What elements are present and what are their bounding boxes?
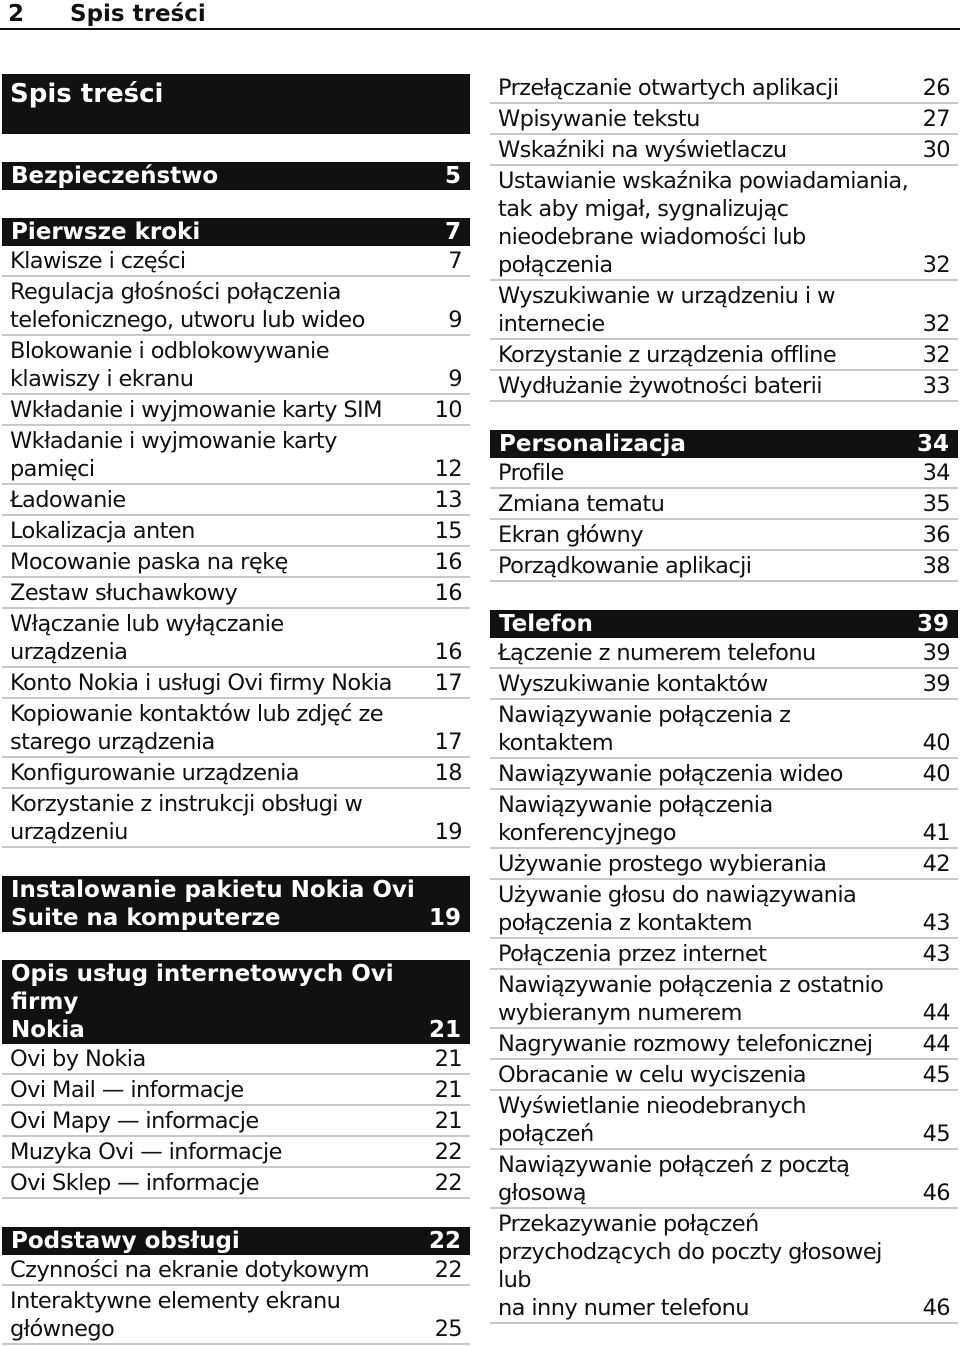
toc-entry-label: Regulacja głośności połączenia telefonicznego, utworu lub wideo [10, 279, 365, 333]
toc-page-number: 18 [434, 760, 462, 786]
toc-section-opis-uslug-internetowych-ovi-firmy-nokia[interactable] [2, 960, 470, 1044]
toc-entry-label: Nawiązywanie połączenia z kontaktem [498, 702, 791, 756]
toc-entry-ustawianie-wskaznika-powiadamiania-tak-a[interactable] [490, 167, 958, 281]
toc-entry-label: Klawisze i części [10, 248, 186, 274]
toc-entry-label: Ovi by Nokia [10, 1046, 146, 1072]
toc-entry-label: Wydłużanie żywotności baterii [498, 373, 822, 399]
toc-page-number: 21 [434, 1046, 462, 1072]
toc-page-number: 46 [922, 1295, 950, 1321]
toc-section-personalizacja[interactable] [490, 430, 958, 458]
toc-page-number: 40 [922, 730, 950, 756]
toc-page-number: 40 [922, 761, 950, 787]
toc-entry-ovi-mapy-informacje[interactable] [2, 1107, 470, 1137]
toc-entry-label: Bezpieczeństwo [11, 163, 219, 189]
toc-page-number: 21 [428, 1017, 461, 1043]
toc-entry-label: Wskaźniki na wyświetlaczu [498, 137, 787, 163]
toc-entry-label: Zestaw słuchawkowy [10, 580, 238, 606]
toc-entry-ekran-glowny[interactable] [490, 521, 958, 551]
toc-entry-wydluzanie-zywotnosci-baterii[interactable] [490, 372, 958, 402]
toc-entry-wpisywanie-tekstu[interactable] [490, 105, 958, 135]
toc-page-number: 39 [916, 611, 949, 637]
toc-page-number: 43 [922, 941, 950, 967]
toc-left-column [2, 74, 470, 1346]
toc-entry-korzystanie-z-instrukcji-obslugi-w-urzad[interactable] [2, 790, 470, 848]
toc-page-number: 7 [444, 219, 461, 245]
toc-page-number: 9 [448, 366, 462, 392]
toc-entry-label: Wyszukiwanie kontaktów [498, 671, 768, 697]
toc-entry-label: Kopiowanie kontaktów lub zdjęć ze starego urządzenia [10, 701, 383, 755]
toc-entry-porzadkowanie-aplikacji[interactable] [490, 552, 958, 582]
toc-entry-wkladanie-i-wyjmowanie-karty-sim[interactable] [2, 396, 470, 426]
toc-entry-przekazywanie-polaczen-przychodzacych-do[interactable] [490, 1210, 958, 1324]
toc-entry-label: Personalizacja [499, 431, 686, 457]
page-header [0, 0, 960, 30]
toc-entry-label: Łączenie z numerem telefonu [498, 640, 816, 666]
toc-entry-ovi-by-nokia[interactable] [2, 1045, 470, 1075]
toc-page-number: 35 [922, 491, 950, 517]
toc-entry-wyszukiwanie-w-urzadzeniu-i-w-internecie[interactable] [490, 282, 958, 340]
toc-entry-label: Ovi Mail — informacje [10, 1077, 244, 1103]
toc-page-number: 5 [444, 163, 461, 189]
toc-entry-label: Obracanie w celu wyciszenia [498, 1062, 806, 1088]
toc-entry-klawisze-i-czesci[interactable] [2, 247, 470, 277]
toc-entry-label: Ovi Mapy — informacje [10, 1108, 259, 1134]
toc-entry-label: Włączanie lub wyłączanie urządzenia [10, 611, 284, 665]
toc-entry-zestaw-sluchawkowy[interactable] [2, 579, 470, 609]
toc-section-bezpieczenstwo[interactable] [2, 162, 470, 190]
toc-page-number: 22 [434, 1139, 462, 1165]
toc-right-column [490, 74, 958, 1325]
toc-page-number: 34 [916, 431, 949, 457]
toc-page-number: 43 [922, 910, 950, 936]
toc-entry-regulacja-glosnosci-polaczenia-telefonic[interactable] [2, 278, 470, 336]
page-number: 2 [8, 1, 25, 27]
toc-entry-wlaczanie-lub-wylaczanie-urzadzenia[interactable] [2, 610, 470, 668]
toc-entry-mocowanie-paska-na-reke[interactable] [2, 548, 470, 578]
toc-entry-label: Konfigurowanie urządzenia [10, 760, 299, 786]
toc-entry-profile[interactable] [490, 459, 958, 489]
toc-entry-ovi-mail-informacje[interactable] [2, 1076, 470, 1106]
toc-entry-label: Wyszukiwanie w urządzeniu i w internecie [498, 283, 835, 337]
toc-page-number: 7 [448, 248, 462, 274]
toc-entry-label: Zmiana tematu [498, 491, 665, 517]
toc-title: Spis treści [2, 74, 470, 134]
toc-entry-ladowanie[interactable] [2, 486, 470, 516]
toc-page-number: 15 [434, 518, 462, 544]
toc-page-number: 39 [922, 640, 950, 666]
toc-entry-muzyka-ovi-informacje[interactable] [2, 1138, 470, 1168]
toc-page-number: 32 [922, 342, 950, 368]
toc-page-number: 45 [922, 1062, 950, 1088]
toc-entry-label: Lokalizacja anten [10, 518, 195, 544]
toc-entry-nawiazywanie-polaczenia-konferencyjnego[interactable] [490, 791, 958, 849]
toc-entry-lokalizacja-anten[interactable] [2, 517, 470, 547]
toc-entry-label: Instalowanie pakietu Nokia Ovi Suite na komputerze [11, 877, 415, 931]
toc-entry-label: Wkładanie i wyjmowanie karty pamięci [10, 428, 337, 482]
toc-entry-laczenie-z-numerem-telefonu[interactable] [490, 639, 958, 669]
toc-entry-label: Przekazywanie połączeń przychodzących do poczty głosowej lub na inny numer telefonu [498, 1211, 882, 1321]
toc-page-number: 46 [922, 1180, 950, 1206]
toc-entry-label: Nawiązywanie połączenia z ostatnio wybieranym numerem [498, 972, 884, 1026]
toc-entry-label: Mocowanie paska na rękę [10, 549, 288, 575]
toc-page-number: 16 [434, 580, 462, 606]
toc-page-number: 33 [922, 373, 950, 399]
toc-page-number: 38 [922, 553, 950, 579]
toc-entry-wkladanie-i-wyjmowanie-karty-pamieci[interactable] [2, 427, 470, 485]
toc-entry-label: Ovi Sklep — informacje [10, 1170, 259, 1196]
toc-page-number: 34 [922, 460, 950, 486]
toc-entry-label: Nawiązywanie połączenia konferencyjnego [498, 792, 773, 846]
toc-entry-wskazniki-na-wyswietlaczu[interactable] [490, 136, 958, 166]
toc-page-number: 12 [434, 456, 462, 482]
toc-entry-label: Czynności na ekranie dotykowym [10, 1257, 370, 1283]
toc-entry-zmiana-tematu[interactable] [490, 490, 958, 520]
toc-entry-czynnosci-na-ekranie-dotykowym[interactable] [2, 1256, 470, 1286]
toc-entry-nawiazywanie-polaczen-z-poczta-glosowa[interactable] [490, 1151, 958, 1209]
toc-page-number: 36 [922, 522, 950, 548]
toc-entry-ovi-sklep-informacje[interactable] [2, 1169, 470, 1199]
toc-section-instalowanie-pakietu-nokia-ovi-suite-na-[interactable] [2, 876, 470, 932]
toc-entry-label: Ustawianie wskaźnika powiadamiania, tak aby migał, sygnalizując nieodebrane wiadomości lub połączenia [498, 168, 909, 278]
toc-entry-label: Profile [498, 460, 564, 486]
toc-entry-label: Interaktywne elementy ekranu głównego [10, 1288, 341, 1342]
toc-page-number: 32 [922, 311, 950, 337]
toc-entry-label: Telefon [499, 611, 593, 637]
toc-page-number: 16 [434, 639, 462, 665]
toc-entry-konto-nokia-i-uslugi-ovi-firmy-nokia[interactable] [2, 669, 470, 699]
toc-entry-label: Podstawy obsługi [11, 1228, 240, 1254]
toc-entry-label: Wyświetlanie nieodebranych połączeń [498, 1093, 806, 1147]
toc-entry-label: Korzystanie z instrukcji obsługi w urządzeniu [10, 791, 363, 845]
header-rule [0, 28, 960, 30]
toc-page-number: 26 [922, 75, 950, 101]
toc-page-number: 44 [922, 1031, 950, 1057]
toc-entry-label: Używanie głosu do nawiązywania połączenia z kontaktem [498, 882, 857, 936]
toc-entry-wyswietlanie-nieodebranych-polaczen[interactable] [490, 1092, 958, 1150]
toc-entry-label: Blokowanie i odblokowywanie klawiszy i ekranu [10, 338, 329, 392]
toc-page-number: 17 [434, 670, 462, 696]
toc-entry-label: Wpisywanie tekstu [498, 106, 700, 132]
toc-entry-nawiazywanie-polaczenia-z-ostatnio-wybie[interactable] [490, 971, 958, 1029]
toc-entry-label: Pierwsze kroki [11, 219, 201, 245]
toc-page-number: 27 [922, 106, 950, 132]
toc-entry-nawiazywanie-polaczenia-z-kontaktem[interactable] [490, 701, 958, 759]
toc-page-number: 45 [922, 1121, 950, 1147]
toc-entry-label: Nawiązywanie połączeń z pocztą głosową [498, 1152, 850, 1206]
toc-page-number: 44 [922, 1000, 950, 1026]
toc-page-number: 21 [434, 1108, 462, 1134]
toc-entry-nagrywanie-rozmowy-telefonicznej[interactable] [490, 1030, 958, 1060]
toc-page-number: 22 [434, 1257, 462, 1283]
toc-page-number: 9 [448, 307, 462, 333]
toc-page-number: 21 [434, 1077, 462, 1103]
toc-page-number: 22 [434, 1170, 462, 1196]
toc-entry-polaczenia-przez-internet[interactable] [490, 940, 958, 970]
toc-entry-label: Używanie prostego wybierania [498, 851, 827, 877]
toc-page-number: 22 [428, 1228, 461, 1254]
toc-page-number: 41 [922, 820, 950, 846]
toc-entry-konfigurowanie-urzadzenia[interactable] [2, 759, 470, 789]
toc-entry-label: Korzystanie z urządzenia offline [498, 342, 837, 368]
toc-page-number: 13 [434, 487, 462, 513]
toc-page-number: 19 [428, 905, 461, 931]
toc-page-number: 17 [434, 729, 462, 755]
toc-entry-label: Ekran główny [498, 522, 643, 548]
toc-entry-label: Przełączanie otwartych aplikacji [498, 75, 839, 101]
toc-page-number: 30 [922, 137, 950, 163]
toc-entry-label: Muzyka Ovi — informacje [10, 1139, 282, 1165]
toc-entry-uzywanie-prostego-wybierania[interactable] [490, 850, 958, 880]
toc-page-number: 10 [434, 397, 462, 423]
toc-entry-label: Porządkowanie aplikacji [498, 553, 752, 579]
toc-entry-przelaczanie-otwartych-aplikacji[interactable] [490, 74, 958, 104]
toc-entry-obracanie-w-celu-wyciszenia[interactable] [490, 1061, 958, 1091]
toc-section-telefon[interactable] [490, 610, 958, 638]
toc-entry-label: Połączenia przez internet [498, 941, 767, 967]
toc-page-number: 16 [434, 549, 462, 575]
toc-entry-label: Nagrywanie rozmowy telefonicznej [498, 1031, 873, 1057]
header-title: Spis treści [70, 1, 206, 27]
toc-entry-label: Opis usług internetowych Ovi firmy Nokia [11, 961, 394, 1043]
toc-entry-nawiazywanie-polaczenia-wideo[interactable] [490, 760, 958, 790]
toc-entry-korzystanie-z-urzadzenia-offline[interactable] [490, 341, 958, 371]
toc-entry-wyszukiwanie-kontaktow[interactable] [490, 670, 958, 700]
toc-entry-blokowanie-i-odblokowywanie-klawiszy-i-e[interactable] [2, 337, 470, 395]
toc-page-number: 39 [922, 671, 950, 697]
toc-page-number: 42 [922, 851, 950, 877]
toc-entry-label: Konto Nokia i usługi Ovi firmy Nokia [10, 670, 392, 696]
toc-page-number: 25 [434, 1316, 462, 1342]
toc-entry-label: Wkładanie i wyjmowanie karty SIM [10, 397, 382, 423]
toc-section-pierwsze-kroki[interactable] [2, 218, 470, 246]
toc-section-podstawy-obslugi[interactable] [2, 1227, 470, 1255]
toc-entry-uzywanie-glosu-do-nawiazywania-polaczeni[interactable] [490, 881, 958, 939]
toc-entry-label: Ładowanie [10, 487, 126, 513]
toc-page-number: 19 [434, 819, 462, 845]
toc-entry-label: Nawiązywanie połączenia wideo [498, 761, 843, 787]
toc-entry-kopiowanie-kontaktow-lub-zdjec-ze-stareg[interactable] [2, 700, 470, 758]
toc-page-number: 32 [922, 252, 950, 278]
